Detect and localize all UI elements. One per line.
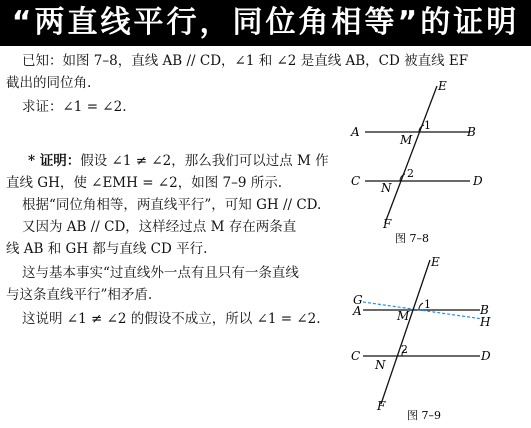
given-line-2: 截出的同位角. bbox=[6, 75, 92, 91]
figure-7-9-caption: 图 7–9 bbox=[407, 409, 441, 422]
figure-7-8-caption: 图 7–8 bbox=[395, 232, 429, 245]
proof-line-7: 与这条直线平行”相矛盾. bbox=[6, 287, 153, 303]
proof-line-5: 线 AB 和 GH 都与直线 CD 平行. bbox=[6, 241, 208, 257]
label-f: F bbox=[377, 399, 386, 413]
given-line-1: 已知：如图 7–8，直线 AB // CD，∠1 和 ∠2 是直线 AB，CD 被直线 EF bbox=[22, 53, 469, 69]
label-d: D bbox=[473, 174, 483, 188]
proof-label: * 证明： bbox=[28, 153, 81, 169]
label-n: N bbox=[381, 181, 392, 195]
label-g: G bbox=[353, 293, 363, 307]
label-e: E bbox=[431, 255, 440, 269]
proof-line-1-text: 假设 ∠1 ≠ ∠2，那么我们可以过点 M 作 bbox=[80, 153, 329, 169]
figure-7-9 bbox=[345, 252, 525, 424]
label-c: C bbox=[351, 349, 361, 363]
label-h: H bbox=[480, 315, 491, 329]
proof-line-1 bbox=[28, 150, 329, 172]
label-c: C bbox=[351, 174, 361, 188]
proof-line-3: 根据“同位角相等，两直线平行”，可知 GH // CD. bbox=[22, 197, 322, 213]
label-d: D bbox=[481, 349, 491, 363]
label-a: A bbox=[353, 304, 362, 318]
page-title: “两直线平行，同位角相等”的证明 bbox=[0, 0, 531, 46]
line-ef bbox=[385, 86, 437, 223]
label-b: B bbox=[467, 125, 476, 139]
label-f: F bbox=[383, 217, 392, 231]
label-e: E bbox=[438, 79, 447, 93]
proof-line-2: 直线 GH，使 ∠EMH = ∠2，如图 7–9 所示. bbox=[6, 175, 282, 191]
label-angle-1: 1 bbox=[424, 298, 431, 311]
label-angle-2: 2 bbox=[407, 167, 414, 180]
label-m: M bbox=[400, 133, 413, 147]
line-ef bbox=[381, 260, 430, 404]
proof-line-4: 又因为 AB // CD，这样经过点 M 存在两条直 bbox=[22, 219, 297, 235]
angle-1-arc bbox=[419, 303, 423, 310]
label-angle-1: 1 bbox=[424, 119, 431, 132]
label-b: B bbox=[480, 303, 489, 317]
proof-line-8: 这说明 ∠1 ≠ ∠2 的假设不成立，所以 ∠1 = ∠2. bbox=[22, 311, 321, 327]
label-a: A bbox=[351, 125, 360, 139]
label-m: M bbox=[397, 309, 410, 323]
figure-7-8 bbox=[345, 78, 525, 250]
proof-line-6: 这与基本事实“过直线外一点有且只有一条直线 bbox=[22, 265, 299, 281]
to-prove: 求证：∠1 = ∠2. bbox=[22, 99, 127, 115]
label-angle-2: 2 bbox=[401, 343, 408, 356]
label-n: N bbox=[375, 358, 386, 372]
